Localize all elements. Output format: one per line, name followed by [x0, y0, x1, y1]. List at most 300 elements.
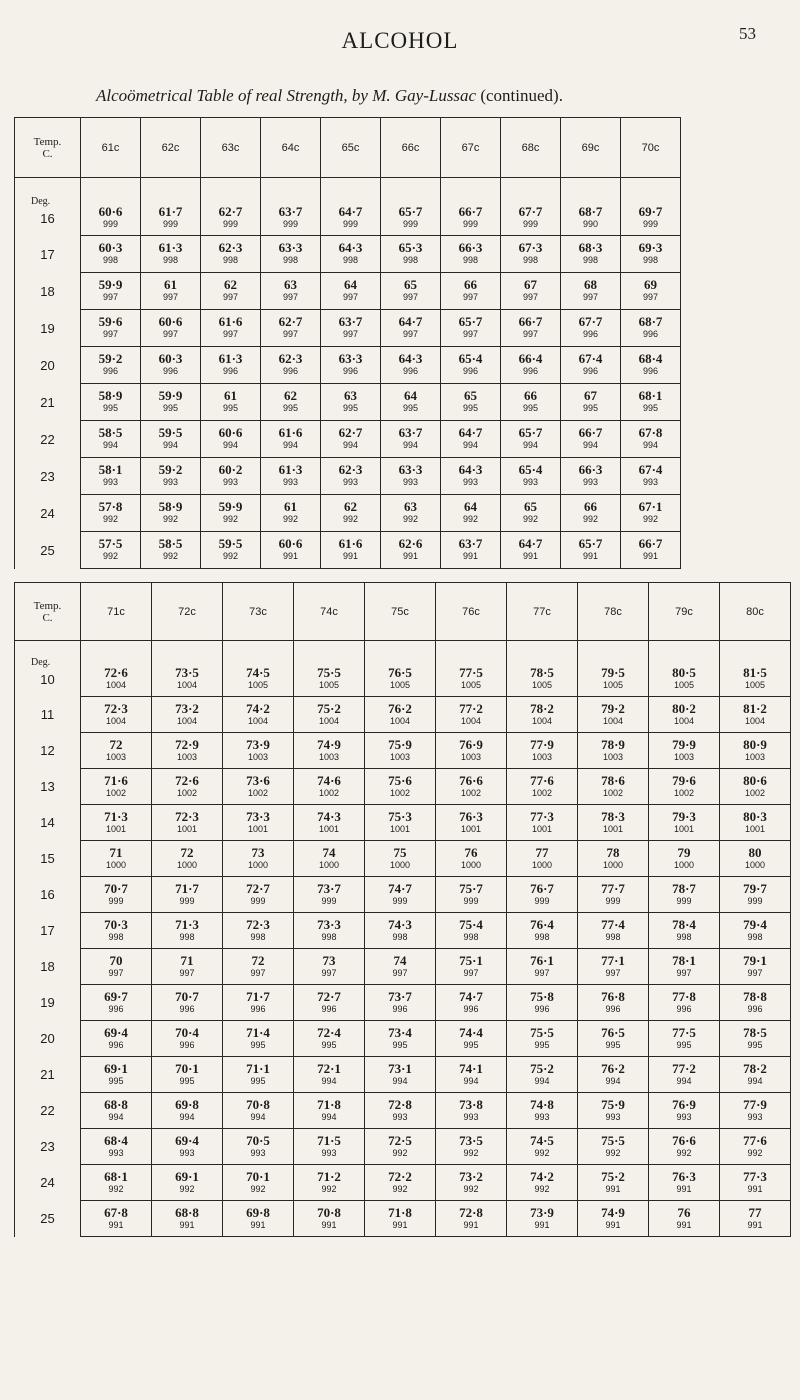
- strength-cell: [507, 985, 578, 1021]
- real-strength: 75·6: [388, 772, 412, 788]
- strength-cell: [261, 421, 321, 458]
- real-strength: 63·3: [338, 351, 363, 366]
- strength-cell: [381, 458, 441, 495]
- real-strength: 66: [584, 499, 597, 514]
- running-title: ALCOHOL: [341, 28, 459, 53]
- column-header: 72c: [152, 583, 223, 641]
- strength-cell: [649, 1129, 720, 1165]
- strength-cell: [201, 495, 261, 532]
- volume-value: 996: [462, 366, 479, 376]
- strength-cell: [294, 697, 365, 733]
- strength-cell: [649, 1057, 720, 1093]
- strength-cell: [561, 421, 621, 458]
- real-strength: 76·8: [601, 988, 625, 1004]
- strength-cell: [294, 1093, 365, 1129]
- strength-cell: [294, 877, 365, 913]
- temperature-value: 11: [40, 707, 55, 722]
- volume-value: 991: [747, 1219, 763, 1230]
- real-strength: 71·3: [175, 916, 199, 932]
- volume-value: 997: [676, 967, 692, 978]
- volume-value: 1005: [389, 680, 411, 690]
- table-row: [15, 733, 791, 769]
- strength-cell: [507, 1165, 578, 1201]
- real-strength: 79: [677, 844, 691, 860]
- strength-cell: [621, 384, 681, 421]
- volume-value: 992: [522, 514, 539, 524]
- real-strength: 74·5: [246, 665, 270, 680]
- strength-cell: [441, 310, 501, 347]
- table-row: [15, 1165, 791, 1201]
- strength-cell: [507, 1129, 578, 1165]
- strength-cell: [223, 641, 294, 697]
- real-strength: 70·3: [104, 916, 128, 932]
- real-strength: 79·1: [743, 952, 767, 968]
- volume-value: 995: [321, 1039, 337, 1050]
- table-row: [15, 805, 791, 841]
- volume-value: 1003: [602, 751, 624, 762]
- volume-value: 1001: [318, 823, 340, 834]
- strength-cell: [561, 384, 621, 421]
- temperature-value: 21: [40, 1067, 55, 1082]
- real-strength: 72·3: [175, 808, 199, 824]
- real-strength: 71: [180, 952, 194, 968]
- volume-value: 1003: [744, 751, 766, 762]
- real-strength: 59·9: [158, 388, 183, 403]
- real-strength: 75·5: [317, 665, 341, 680]
- temperature-value: 23: [40, 1139, 55, 1154]
- volume-value: 1003: [389, 751, 411, 762]
- volume-value: 1002: [531, 787, 553, 798]
- strength-cell: [649, 697, 720, 733]
- volume-value: 997: [392, 967, 408, 978]
- real-strength: 69·3: [638, 240, 663, 255]
- volume-value: 995: [747, 1039, 763, 1050]
- column-header: 80c: [720, 583, 791, 641]
- volume-value: 998: [534, 931, 550, 942]
- strength-cell: [81, 1021, 152, 1057]
- volume-value: 991: [642, 551, 659, 561]
- volume-value: 992: [534, 1147, 550, 1158]
- strength-cell: [436, 769, 507, 805]
- volume-value: 993: [534, 1111, 550, 1122]
- real-strength: 65·4: [518, 462, 543, 477]
- strength-cell: [141, 178, 201, 236]
- real-strength: 73·8: [459, 1096, 483, 1112]
- volume-value: 999: [321, 895, 337, 906]
- strength-cell: [152, 913, 223, 949]
- real-strength: 76·1: [530, 952, 554, 968]
- volume-value: 992: [605, 1147, 621, 1158]
- volume-value: 995: [463, 1039, 479, 1050]
- volume-value: 992: [282, 514, 299, 524]
- volume-value: 1004: [460, 715, 482, 726]
- volume-value: 992: [462, 514, 479, 524]
- volume-value: 997: [179, 967, 195, 978]
- strength-cell: [578, 1129, 649, 1165]
- strength-cell: [621, 273, 681, 310]
- volume-value: 996: [582, 366, 599, 376]
- strength-cell: [649, 769, 720, 805]
- real-strength: 73·5: [175, 665, 199, 680]
- volume-value: 994: [392, 1075, 408, 1086]
- real-strength: 70·4: [175, 1024, 199, 1040]
- real-strength: 70·8: [317, 1204, 341, 1220]
- strength-cell: [81, 641, 152, 697]
- strength-cell: [294, 733, 365, 769]
- volume-value: 995: [179, 1075, 195, 1086]
- temperature-cell: [15, 1129, 81, 1165]
- volume-value: 996: [162, 366, 179, 376]
- volume-value: 1000: [531, 859, 553, 870]
- volume-value: 1004: [389, 715, 411, 726]
- volume-value: 993: [462, 477, 479, 487]
- real-strength: 78·9: [601, 736, 625, 752]
- temperature-cell: [15, 458, 81, 495]
- real-strength: 75·4: [459, 916, 483, 932]
- real-strength: 62·3: [338, 462, 363, 477]
- volume-value: 1004: [531, 715, 553, 726]
- real-strength: 79·5: [601, 665, 625, 680]
- strength-cell: [81, 1093, 152, 1129]
- volume-value: 994: [642, 440, 659, 450]
- volume-value: 993: [102, 477, 119, 487]
- volume-value: 995: [250, 1075, 266, 1086]
- real-strength: 66·4: [518, 351, 543, 366]
- volume-value: 999: [108, 895, 124, 906]
- strength-cell: [365, 697, 436, 733]
- real-strength: 67: [584, 388, 597, 403]
- page-number: 53: [739, 24, 756, 43]
- real-strength: 69·8: [246, 1204, 270, 1220]
- volume-value: 1004: [673, 715, 695, 726]
- table-row: [15, 841, 791, 877]
- temperature-value: 20: [40, 1031, 55, 1046]
- strength-cell: [561, 347, 621, 384]
- strength-cell: [152, 733, 223, 769]
- strength-cell: [321, 495, 381, 532]
- real-strength: 77·2: [672, 1060, 696, 1076]
- real-strength: 59·2: [98, 351, 123, 366]
- strength-cell: [81, 805, 152, 841]
- column-header: 78c: [578, 583, 649, 641]
- real-strength: 68: [584, 277, 597, 292]
- volume-value: 997: [222, 292, 239, 302]
- volume-value: 992: [222, 514, 239, 524]
- strength-cell: [81, 1201, 152, 1237]
- real-strength: 68·4: [638, 351, 663, 366]
- strength-cell: [507, 1093, 578, 1129]
- strength-cell: [81, 421, 141, 458]
- real-strength: 71·8: [388, 1204, 412, 1220]
- real-strength: 67·3: [518, 240, 543, 255]
- real-strength: 75·8: [530, 988, 554, 1004]
- real-strength: 79·2: [601, 700, 625, 716]
- strength-cell: [381, 347, 441, 384]
- temperature-cell: [15, 841, 81, 877]
- volume-value: 997: [462, 292, 479, 302]
- real-strength: 78·6: [601, 772, 625, 788]
- temperature-cell: [15, 421, 81, 458]
- volume-value: 996: [282, 366, 299, 376]
- column-header: 61c: [81, 118, 141, 178]
- volume-value: 993: [605, 1111, 621, 1122]
- real-strength: 76·3: [672, 1168, 696, 1184]
- strength-cell: [578, 1021, 649, 1057]
- real-strength: 74·9: [317, 736, 341, 752]
- volume-value: 998: [250, 931, 266, 942]
- volume-value: 1004: [602, 715, 624, 726]
- real-strength: 74·5: [530, 1132, 554, 1148]
- temperature-cell: [15, 805, 81, 841]
- real-strength: 64: [464, 499, 477, 514]
- strength-cell: [261, 236, 321, 273]
- volume-value: 1005: [247, 680, 269, 690]
- real-strength: 76·7: [530, 880, 554, 896]
- volume-value: 999: [162, 219, 179, 229]
- real-strength: 67·8: [104, 1204, 128, 1220]
- real-strength: 61·3: [278, 462, 303, 477]
- temperature-cell: [15, 310, 81, 347]
- volume-value: 999: [402, 219, 419, 229]
- strength-cell: [578, 769, 649, 805]
- real-strength: 72·7: [317, 988, 341, 1004]
- volume-value: 1005: [673, 680, 695, 690]
- strength-cell: [720, 949, 791, 985]
- volume-value: 992: [642, 514, 659, 524]
- strength-cell: [294, 949, 365, 985]
- volume-value: 991: [250, 1219, 266, 1230]
- strength-cell: [141, 495, 201, 532]
- volume-value: 997: [462, 329, 479, 339]
- temperature-value: 13: [40, 779, 55, 794]
- real-strength: 60·6: [278, 536, 303, 551]
- strength-cell: [321, 310, 381, 347]
- strength-cell: [201, 458, 261, 495]
- real-strength: 78: [606, 844, 620, 860]
- volume-value: 1004: [318, 715, 340, 726]
- temperature-cell: [15, 985, 81, 1021]
- real-strength: 60·3: [158, 351, 183, 366]
- volume-value: 991: [676, 1183, 692, 1194]
- volume-value: 995: [534, 1039, 550, 1050]
- volume-value: 995: [605, 1039, 621, 1050]
- real-strength: 76·3: [459, 808, 483, 824]
- real-strength: 59·9: [218, 499, 243, 514]
- volume-value: 991: [605, 1219, 621, 1230]
- real-strength: 66·7: [518, 314, 543, 329]
- volume-value: 996: [522, 366, 539, 376]
- volume-value: 1001: [531, 823, 553, 834]
- volume-value: 995: [392, 1039, 408, 1050]
- real-strength: 73·2: [175, 700, 199, 716]
- volume-value: 1003: [673, 751, 695, 762]
- real-strength: 62·3: [218, 240, 243, 255]
- strength-cell: [294, 841, 365, 877]
- strength-cell: [578, 733, 649, 769]
- volume-value: 997: [402, 292, 419, 302]
- table-row: [15, 769, 791, 805]
- strength-cell: [649, 841, 720, 877]
- volume-value: 994: [222, 440, 239, 450]
- volume-value: 997: [222, 329, 239, 339]
- strength-cell: [321, 384, 381, 421]
- volume-value: 1000: [602, 859, 624, 870]
- volume-value: 992: [102, 551, 119, 561]
- strength-cell: [223, 1093, 294, 1129]
- temperature-value: 19: [40, 320, 55, 336]
- real-strength: 63: [284, 277, 297, 292]
- strength-cell: [441, 495, 501, 532]
- strength-cell: [507, 1021, 578, 1057]
- alcoometric-table-part-1: [14, 117, 681, 569]
- table-row: [15, 641, 791, 697]
- volume-value: 992: [402, 514, 419, 524]
- volume-value: 995: [282, 403, 299, 413]
- degree-label: Deg.: [31, 656, 51, 668]
- real-strength: 75·2: [601, 1168, 625, 1184]
- real-strength: 61·6: [218, 314, 243, 329]
- strength-cell: [578, 1165, 649, 1201]
- volume-value: 1001: [602, 823, 624, 834]
- real-strength: 71·4: [246, 1024, 270, 1040]
- strength-cell: [223, 805, 294, 841]
- volume-value: 995: [642, 403, 659, 413]
- strength-cell: [621, 532, 681, 569]
- strength-cell: [501, 532, 561, 569]
- strength-cell: [441, 384, 501, 421]
- volume-value: 996: [747, 1003, 763, 1014]
- strength-cell: [321, 421, 381, 458]
- volume-value: 995: [676, 1039, 692, 1050]
- volume-value: 994: [162, 440, 179, 450]
- real-strength: 75·7: [459, 880, 483, 896]
- real-strength: 68·1: [638, 388, 663, 403]
- real-strength: 58·5: [98, 425, 123, 440]
- real-strength: 75·3: [388, 808, 412, 824]
- strength-cell: [261, 347, 321, 384]
- strength-cell: [152, 1021, 223, 1057]
- real-strength: 67·4: [638, 462, 663, 477]
- temp-header: Temp. C.: [15, 118, 81, 178]
- temperature-value: 22: [40, 1103, 55, 1118]
- temperature-cell: [15, 273, 81, 310]
- temperature-cell: [15, 384, 81, 421]
- real-strength: 76: [464, 844, 478, 860]
- volume-value: 1003: [318, 751, 340, 762]
- real-strength: 61·6: [278, 425, 303, 440]
- volume-value: 996: [642, 329, 659, 339]
- real-strength: 78·2: [530, 700, 554, 716]
- strength-cell: [507, 913, 578, 949]
- volume-value: 994: [534, 1075, 550, 1086]
- strength-cell: [720, 877, 791, 913]
- real-strength: 77·3: [530, 808, 554, 824]
- volume-value: 997: [534, 967, 550, 978]
- real-strength: 69·8: [175, 1096, 199, 1112]
- volume-value: 996: [392, 1003, 408, 1014]
- real-strength: 67·7: [578, 314, 603, 329]
- volume-value: 998: [282, 255, 299, 265]
- caption-main: Alcoömetrical Table of real Strength, by M. Gay-Lussac: [96, 86, 477, 105]
- real-strength: 64: [404, 388, 417, 403]
- volume-value: 1004: [176, 680, 198, 690]
- real-strength: 70: [109, 952, 123, 968]
- volume-value: 1002: [673, 787, 695, 798]
- strength-cell: [720, 641, 791, 697]
- strength-cell: [152, 805, 223, 841]
- strength-cell: [436, 1057, 507, 1093]
- real-strength: 79·7: [743, 880, 767, 896]
- volume-value: 1005: [318, 680, 340, 690]
- real-strength: 66·3: [578, 462, 603, 477]
- volume-value: 991: [582, 551, 599, 561]
- volume-value: 1002: [247, 787, 269, 798]
- real-strength: 65: [464, 388, 477, 403]
- real-strength: 62·7: [218, 204, 243, 219]
- volume-value: 993: [402, 477, 419, 487]
- volume-value: 991: [463, 1219, 479, 1230]
- volume-value: 1002: [105, 787, 127, 798]
- strength-cell: [201, 532, 261, 569]
- real-strength: 66·7: [458, 204, 483, 219]
- volume-value: 1003: [460, 751, 482, 762]
- strength-cell: [81, 985, 152, 1021]
- volume-value: 1001: [176, 823, 198, 834]
- strength-cell: [81, 384, 141, 421]
- volume-value: 1003: [176, 751, 198, 762]
- strength-cell: [441, 178, 501, 236]
- volume-value: 993: [522, 477, 539, 487]
- table-row: [15, 913, 791, 949]
- volume-value: 994: [605, 1075, 621, 1086]
- strength-cell: [621, 310, 681, 347]
- real-strength: 80·6: [743, 772, 767, 788]
- column-header: 76c: [436, 583, 507, 641]
- volume-value: 1001: [389, 823, 411, 834]
- volume-value: 1002: [744, 787, 766, 798]
- real-strength: 74: [322, 844, 336, 860]
- volume-value: 999: [534, 895, 550, 906]
- volume-value: 998: [392, 931, 408, 942]
- volume-value: 1002: [389, 787, 411, 798]
- real-strength: 64·7: [338, 204, 363, 219]
- real-strength: 59·5: [158, 425, 183, 440]
- volume-value: 998: [342, 255, 359, 265]
- volume-value: 996: [321, 1003, 337, 1014]
- table-caption: [96, 86, 563, 106]
- real-strength: 74·2: [530, 1168, 554, 1184]
- volume-value: 994: [462, 440, 479, 450]
- real-strength: 72·4: [317, 1024, 341, 1040]
- volume-value: 999: [642, 219, 659, 229]
- strength-cell: [365, 641, 436, 697]
- real-strength: 70·5: [246, 1132, 270, 1148]
- strength-cell: [294, 985, 365, 1021]
- volume-value: 991: [321, 1219, 337, 1230]
- volume-value: 999: [392, 895, 408, 906]
- strength-cell: [649, 913, 720, 949]
- strength-cell: [201, 236, 261, 273]
- strength-cell: [649, 1165, 720, 1201]
- volume-value: 997: [102, 329, 119, 339]
- real-strength: 74·6: [317, 772, 341, 788]
- real-strength: 66·3: [458, 240, 483, 255]
- temperature-cell: [15, 1057, 81, 1093]
- strength-cell: [141, 347, 201, 384]
- volume-value: 991: [342, 551, 359, 561]
- real-strength: 77·6: [743, 1132, 767, 1148]
- strength-cell: [201, 178, 261, 236]
